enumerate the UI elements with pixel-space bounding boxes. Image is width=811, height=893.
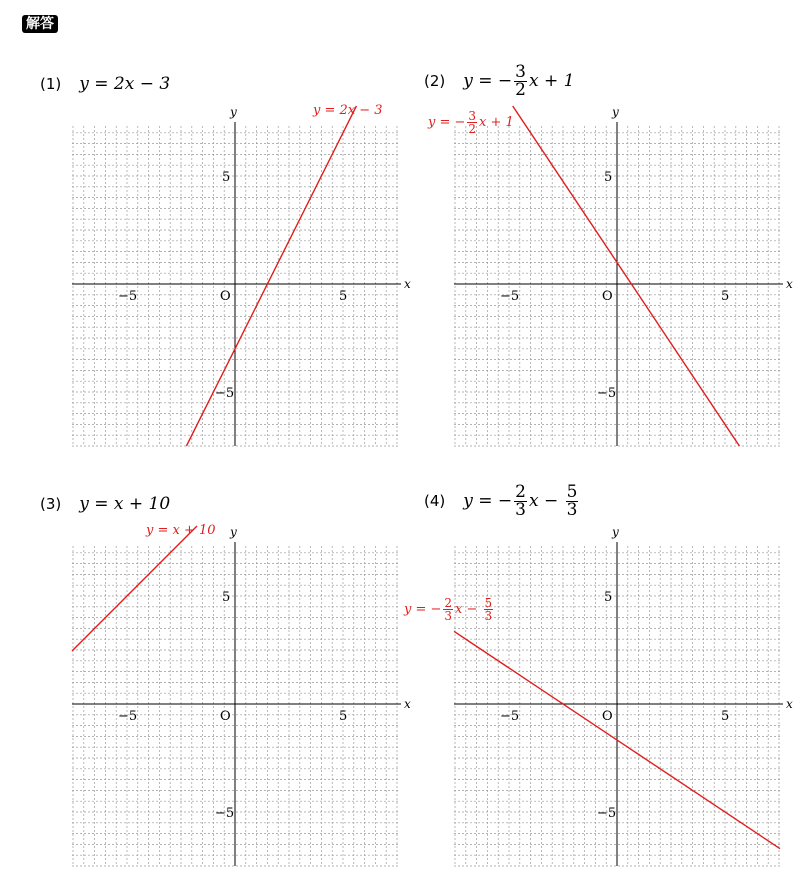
y-tick-5: 5 [222,170,231,185]
y-tick-neg5: −5 [215,386,235,401]
graph-2-label-suffix: x + 1 [479,115,514,130]
problem-4-frac1-num: 2 [515,482,526,502]
problem-2-frac-num: 3 [515,62,526,82]
graph-2-label-frac-num: 3 [468,109,477,123]
problem-4-fraction-1 [514,484,527,519]
y-tick-neg5: −5 [215,806,235,821]
x-tick-5: 5 [721,289,730,304]
graph-4-label-fraction-2 [484,597,494,622]
y-tick-5: 5 [604,590,613,605]
graph-4-label-prefix: y = − [404,602,442,617]
x-axis-label: x [786,697,793,711]
x-tick-neg5: −5 [118,709,138,724]
problem-1-number: (1) [40,75,62,93]
x-axis-label: x [786,277,793,291]
graph-2-label-prefix: y = − [428,115,466,130]
y-axis-label: y [230,105,237,119]
x-tick-neg5: −5 [118,289,138,304]
function-line [72,526,197,651]
problem-2-fraction [514,64,527,99]
y-axis-label: y [612,105,619,119]
graph-4-label-frac2-num: 5 [484,596,493,610]
origin-label: O [602,289,613,304]
y-tick-neg5: −5 [597,806,617,821]
graph-2-line-label [428,110,514,135]
graph-3 [60,520,420,880]
x-axis-label: x [404,697,411,711]
y-tick-5: 5 [604,170,613,185]
problem-1-equation: y = 2x − 3 [79,74,171,94]
x-tick-5: 5 [339,709,348,724]
problem-4-frac2-den: 3 [566,500,578,520]
graph-4-label-frac1-num: 2 [444,596,453,610]
graph-2 [442,100,802,460]
y-tick-5: 5 [222,590,231,605]
function-line [186,106,356,446]
origin-label: O [220,289,231,304]
origin-label: O [602,709,613,724]
problem-4-frac1-den: 3 [515,500,526,520]
origin-label: O [220,709,231,724]
y-tick-neg5: −5 [597,386,617,401]
problem-4-frac2-num: 5 [566,482,578,502]
problem-1-label [40,74,170,94]
x-tick-neg5: −5 [500,709,520,724]
problem-2-number: (2) [424,72,446,90]
problem-4-number: (4) [424,492,446,510]
graph-3-line-label: y = x + 10 [146,523,216,538]
graph-1 [60,100,420,460]
problem-4-eq-prefix: y = − [463,491,513,511]
x-tick-5: 5 [721,709,730,724]
x-axis-label: x [404,277,411,291]
answer-badge: 解答 [22,15,58,33]
graph-4-label-mid: x − [455,602,482,617]
function-line [513,106,740,446]
problem-2-eq-prefix: y = − [463,71,513,91]
x-tick-5: 5 [339,289,348,304]
graph-4-line-label [404,597,495,622]
graph-4-label-frac1-den: 3 [444,609,453,623]
problem-3-label [40,494,170,514]
problem-2-label [424,64,574,99]
graph-2-label-fraction [467,110,477,135]
problem-3-number: (3) [40,495,62,513]
graph-4-label-frac2-den: 3 [484,609,493,623]
graph-4-label-fraction-1 [443,597,453,622]
problem-2-frac-den: 2 [515,80,526,100]
problem-2-eq-suffix: x + 1 [528,71,575,91]
problem-4-eq-mid: x − [528,491,564,511]
x-tick-neg5: −5 [500,289,520,304]
graph-1-line-label: y = 2x − 3 [313,103,383,118]
graph-2-label-frac-den: 2 [468,122,477,136]
y-axis-label: y [612,525,619,539]
graph-4 [442,520,802,880]
problem-4-fraction-2 [566,484,579,519]
problem-3-equation: y = x + 10 [79,494,171,514]
problem-4-label [424,484,580,519]
y-axis-label: y [230,525,237,539]
